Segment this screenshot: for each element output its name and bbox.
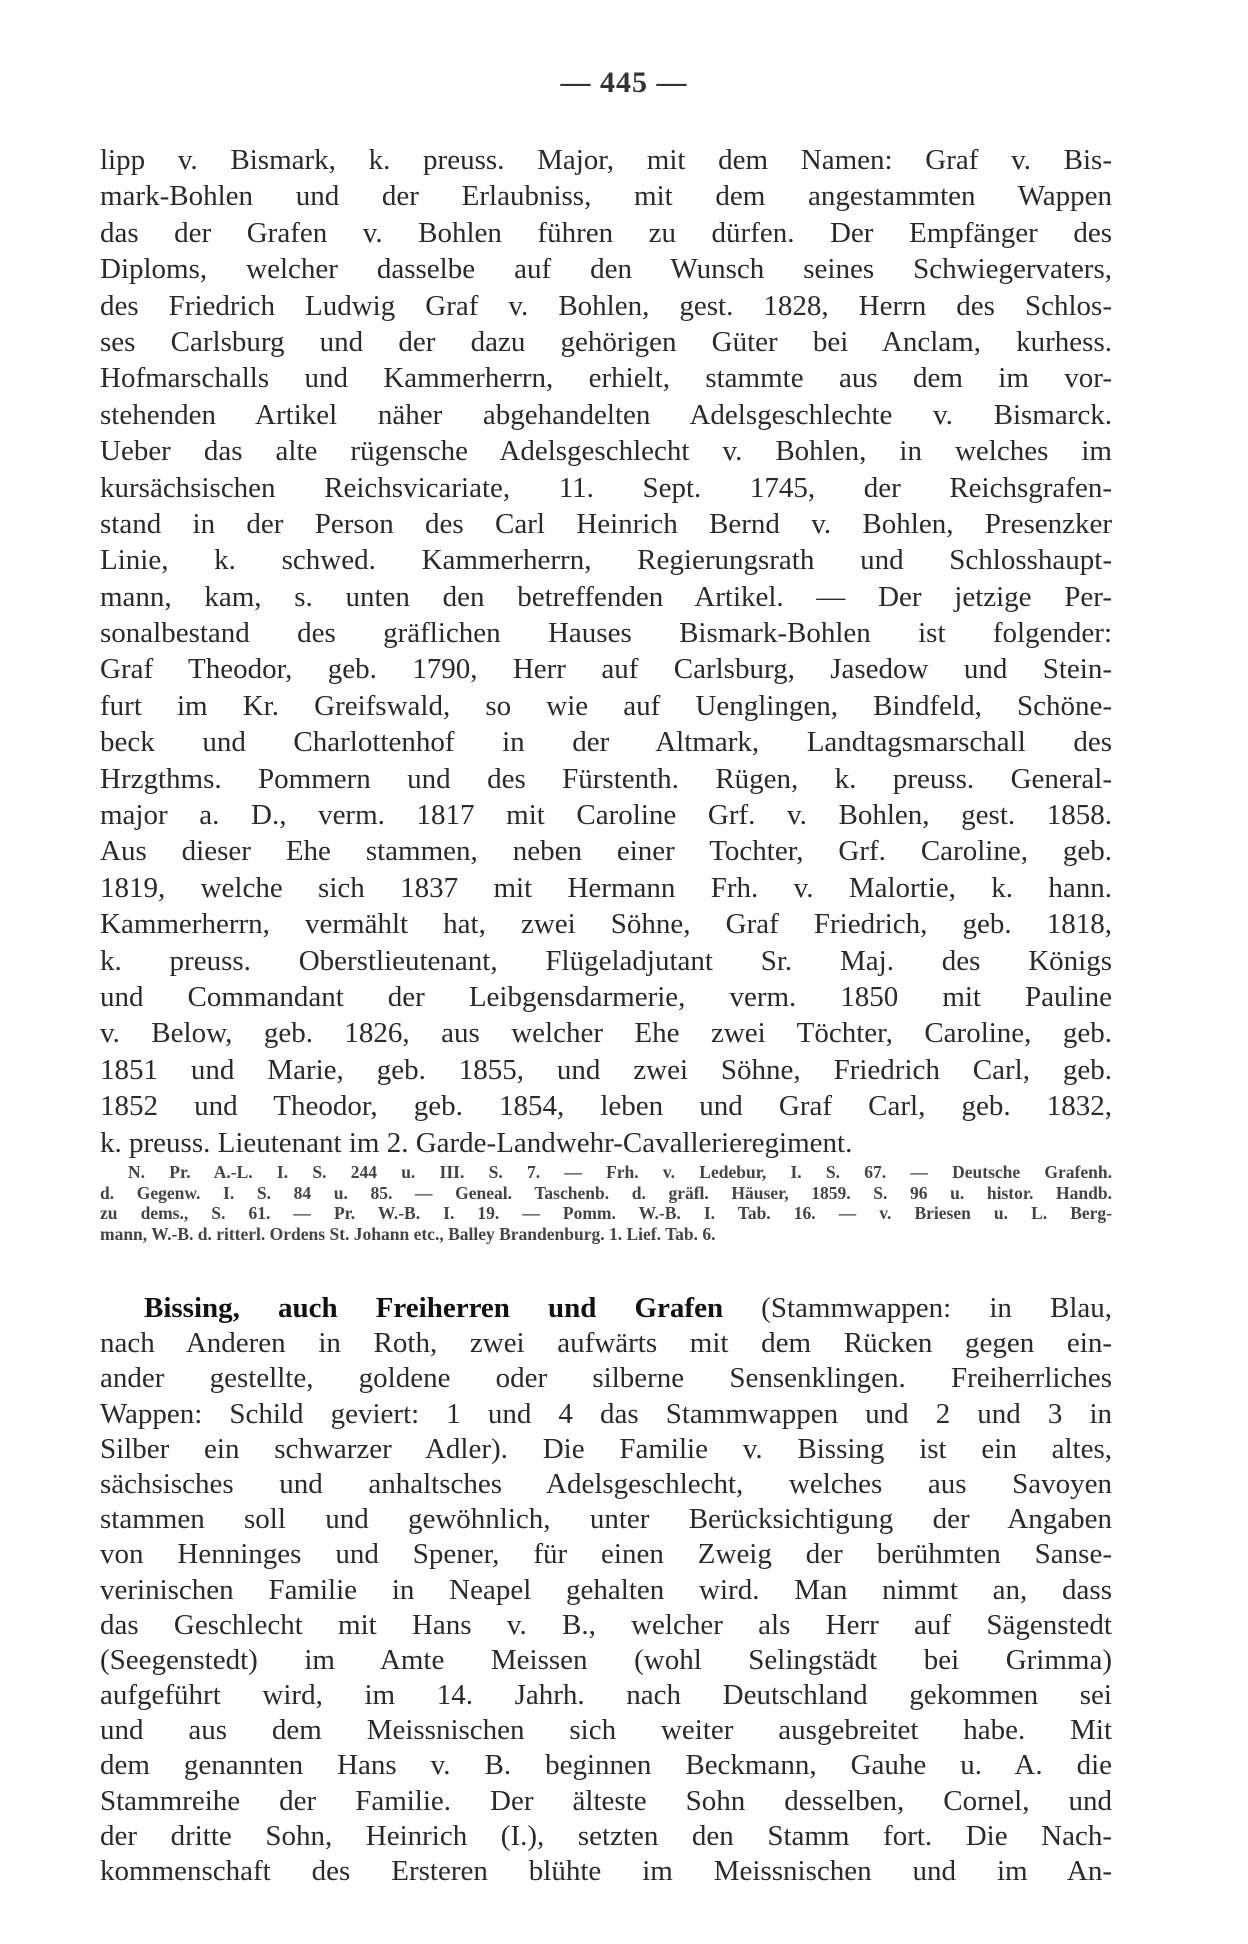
- text-line: mann, kam, s. unten den betreffenden Artikel. — Der jetzige Per-: [100, 580, 1112, 613]
- text-line: zu dems., S. 61. — Pr. W.-B. I. 19. — Pomm. W.-B. I. Tab. 16. — v. Briesen u. L. Berg-: [100, 1203, 1112, 1223]
- text-line: das der Grafen v. Bohlen führen zu dürfen. Der Empfänger des: [100, 216, 1112, 249]
- text-line: aufgeführt wird, im 14. Jahrh. nach Deutschland gekommen sei: [100, 1679, 1112, 1712]
- footnote-references: [100, 1162, 1112, 1244]
- text-line: N. Pr. A.-L. I. S. 244 u. III. S. 7. — Frh. v. Ledebur, I. S. 67. — Deutsche Grafenh.: [128, 1162, 1112, 1182]
- text-line: major a. D., verm. 1817 mit Caroline Grf. v. Bohlen, gest. 1858.: [100, 799, 1112, 832]
- page-number: — 445 —: [560, 66, 688, 99]
- text-line: kommenschaft des Ersteren blühte im Meissnischen und im An-: [100, 1855, 1112, 1887]
- text-line: der dritte Sohn, Heinrich (I.), setzten den Stamm fort. Die Nach-: [100, 1819, 1112, 1852]
- text-line: Kammerherrn, vermählt hat, zwei Söhne, Graf Friedrich, geb. 1818,: [100, 908, 1112, 941]
- text-line: sonalbestand des gräflichen Hauses Bismark-Bohlen ist folgender:: [100, 617, 1112, 650]
- text-line: Silber ein schwarzer Adler). Die Familie v. Bissing ist ein altes,: [100, 1432, 1112, 1465]
- text-line: ses Carlsburg und der dazu gehörigen Güter bei Anclam, kurhess.: [100, 325, 1112, 358]
- paragraph-bismark-bohlen: [100, 142, 1112, 1161]
- text-line: k. preuss. Oberstlieutenant, Flügeladjutant Sr. Maj. des Königs: [100, 944, 1112, 977]
- text-line: Ueber das alte rügensche Adelsgeschlecht v. Bohlen, in welches im: [100, 435, 1112, 468]
- text-line: 1851 und Marie, geb. 1855, und zwei Söhne, Friedrich Carl, geb.: [100, 1053, 1112, 1086]
- text-line: sächsisches und anhaltsches Adelsgeschlecht, welches aus Savoyen: [100, 1467, 1112, 1500]
- text-line: v. Below, geb. 1826, aus welcher Ehe zwei Töchter, Caroline, geb.: [100, 1017, 1112, 1050]
- text-line: stehenden Artikel näher abgehandelten Adelsgeschlechte v. Bismarck.: [100, 398, 1112, 431]
- text-line: mann, W.-B. d. ritterl. Ordens St. Johann etc., Balley Brandenburg. 1. Lief. Tab. 6.: [100, 1223, 716, 1244]
- text-line: (Seegenstedt) im Amte Meissen (wohl Selingstädt bei Grimma): [100, 1643, 1112, 1676]
- text-line: mark-Bohlen und der Erlaubniss, mit dem angestammten Wappen: [100, 180, 1112, 213]
- text-line: Diploms, welcher dasselbe auf den Wunsch seines Schwiegervaters,: [100, 253, 1112, 286]
- text-line: Wappen: Schild geviert: 1 und 4 das Stammwappen und 2 und 3 in: [100, 1397, 1112, 1430]
- text-line: stand in der Person des Carl Heinrich Bernd v. Bohlen, Presenzker: [100, 507, 1112, 540]
- text-line: stammen soll und gewöhnlich, unter Berücksichtigung der Angaben: [100, 1503, 1112, 1536]
- text-line: furt im Kr. Greifswald, so wie auf Uenglingen, Bindfeld, Schöne-: [100, 689, 1112, 722]
- text-line: 1852 und Theodor, geb. 1854, leben und Graf Carl, geb. 1832,: [100, 1090, 1112, 1123]
- text-line: d. Gegenw. I. S. 84 u. 85. — Geneal. Taschenb. d. gräfl. Häuser, 1859. S. 96 u. histor. Handb.: [100, 1182, 1112, 1203]
- text-line: verinischen Familie in Neapel gehalten wird. Man nimmt an, dass: [100, 1573, 1112, 1606]
- text-line: Aus dieser Ehe stammen, neben einer Tochter, Grf. Caroline, geb.: [100, 835, 1112, 868]
- text-line: lipp v. Bismark, k. preuss. Major, mit dem Namen: Graf v. Bis-: [100, 144, 1112, 176]
- text-line: Hofmarschalls und Kammerherrn, erhielt, stammte aus dem im vor-: [100, 362, 1112, 395]
- text-line: dem genannten Hans v. B. beginnen Beckmann, Gauhe u. A. die: [100, 1749, 1112, 1782]
- text-line: und Commandant der Leibgensdarmerie, verm. 1850 mit Pauline: [100, 980, 1112, 1013]
- text-line: und aus dem Meissnischen sich weiter ausgebreitet habe. Mit: [100, 1714, 1112, 1747]
- text-line: das Geschlecht mit Hans v. B., welcher als Herr auf Sägenstedt: [100, 1608, 1112, 1641]
- text-line: 1819, welche sich 1837 mit Hermann Frh. v. Malortie, k. hann.: [100, 871, 1112, 904]
- text-line: Linie, k. schwed. Kammerherrn, Regierungsrath und Schlosshaupt-: [100, 544, 1112, 577]
- text-line: beck und Charlottenhof in der Altmark, Landtagsmarschall des: [100, 726, 1112, 759]
- text-line: des Friedrich Ludwig Graf v. Bohlen, gest. 1828, Herrn des Schlos-: [100, 289, 1112, 322]
- text-line: kursächsischen Reichsvicariate, 11. Sept. 1745, der Reichsgrafen-: [100, 471, 1112, 504]
- entry-first-line-text: (Stammwappen: in Blau,: [723, 1292, 1112, 1324]
- entry-first-line: [100, 1291, 1112, 1326]
- paragraph-bissing: [100, 1291, 1112, 1889]
- entry-heading: Bissing, auch Freiherren und Grafen: [144, 1292, 724, 1324]
- text-line: nach Anderen in Roth, zwei aufwärts mit dem Rücken gegen ein-: [100, 1327, 1112, 1360]
- text-line: Hrzgthms. Pommern und des Fürstenth. Rügen, k. preuss. General-: [100, 762, 1112, 795]
- text-line: Stammreihe der Familie. Der älteste Sohn desselben, Cornel, und: [100, 1784, 1112, 1817]
- text-line: ander gestellte, goldene oder silberne Sensenklingen. Freiherrliches: [100, 1362, 1112, 1395]
- text-line: k. preuss. Lieutenant im 2. Garde-Landwehr-Cavallerieregiment.: [100, 1126, 853, 1159]
- text-line: Graf Theodor, geb. 1790, Herr auf Carlsburg, Jasedow und Stein-: [100, 653, 1112, 686]
- text-line: von Henninges und Spener, für einen Zweig der berühmten Sanse-: [100, 1538, 1112, 1571]
